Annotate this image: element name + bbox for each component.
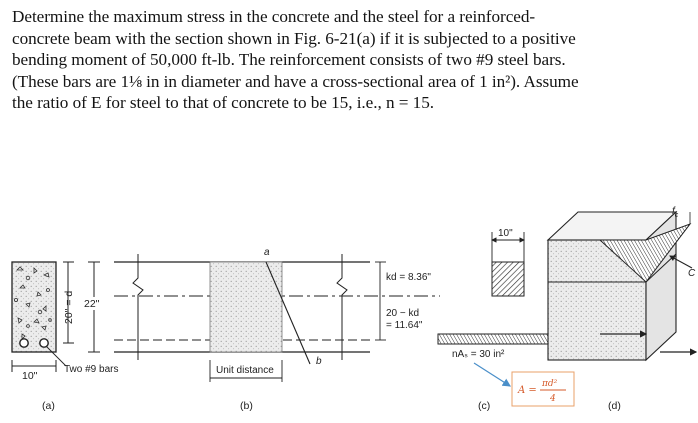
unit-distance-label: Unit distance [216, 365, 274, 376]
point-b: b [316, 356, 322, 367]
height-label: 22" [84, 298, 100, 310]
flange-width-label: 10" [498, 228, 513, 239]
problem-line-4: (These bars are 1⅛ in in diameter and have a cross-sectional area of 1 in²). Assume [12, 71, 579, 91]
area-annotation-den: 4 [550, 394, 556, 404]
caption-a: (a) [42, 400, 55, 412]
problem-line-1: Determine the maximum stress in the concrete and the steel for a reinforced- [12, 7, 536, 26]
d-minus-kd-label-1: 20 − kd [386, 308, 420, 319]
steel-area-label: nAₛ = 30 in² [452, 349, 505, 360]
caption-d: (d) [608, 400, 621, 412]
transformed-steel-area [438, 334, 550, 344]
problem-line-2: concrete beam with the section shown in Fig. 6-21(a) if it is subjected to a positive [12, 28, 576, 48]
rebar-right [40, 339, 48, 347]
break-line-left [133, 254, 143, 360]
problem-line-5: the ratio of E for steel to that of concrete to be 15, i.e., n = 15. [12, 93, 434, 112]
depth-label: 20" = d [63, 290, 75, 324]
bars-label: Two #9 bars [64, 364, 119, 375]
problem-line-3: bending moment of 50,000 ft-lb. The reinforcement consists of two #9 steel bars. [12, 50, 566, 69]
stress-label: $f_c$ [672, 206, 679, 219]
caption-c: (c) [478, 400, 491, 412]
unit-slice [210, 262, 282, 352]
compression-zone [492, 262, 524, 296]
annotation-arrow [474, 363, 510, 386]
caption-b: (b) [240, 400, 253, 412]
rebar-left [20, 339, 28, 347]
kd-label: kd = 8.36" [386, 272, 431, 283]
beam-section-rect [12, 262, 56, 352]
point-a: a [264, 247, 270, 258]
section-a [12, 262, 118, 412]
break-line-right [337, 254, 347, 360]
force-c-label: C [688, 268, 696, 279]
area-annotation-num: πd² [542, 379, 558, 389]
d-minus-kd-label-2: = 11.64" [386, 320, 423, 331]
area-annotation-lhs: A = [518, 385, 537, 396]
width-label: 10" [22, 370, 38, 382]
section-c [375, 228, 574, 412]
